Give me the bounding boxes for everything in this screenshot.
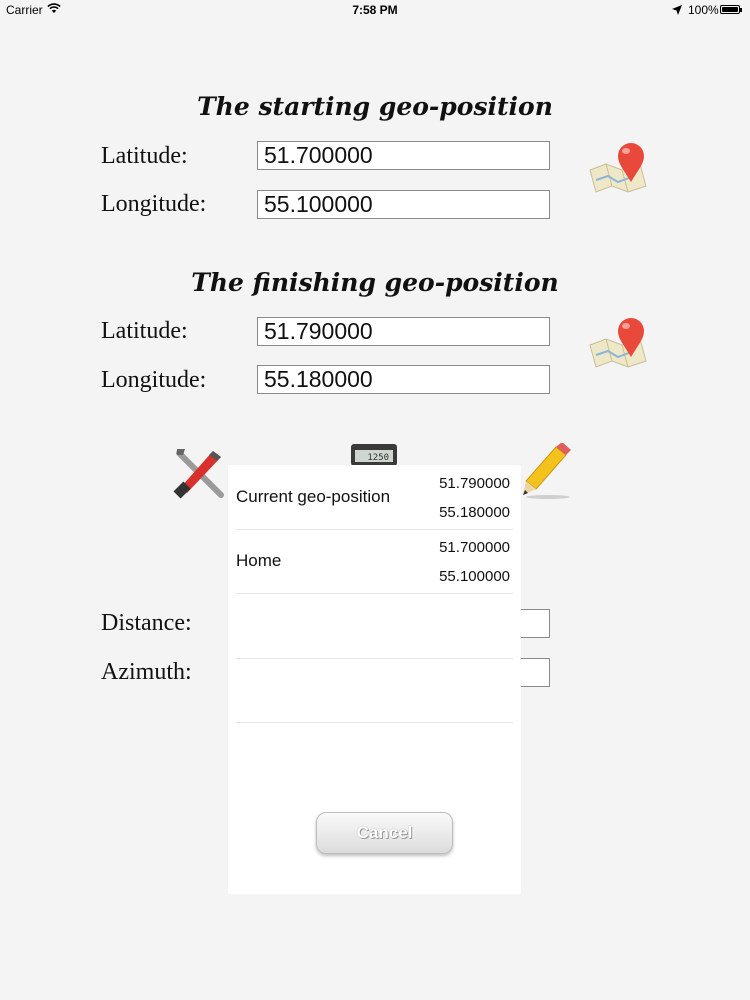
saved-locations-popover [228,465,521,894]
cancel-button[interactable]: Cancel [316,812,453,854]
location-row-current[interactable] [236,465,513,530]
finish-longitude-input[interactable] [257,365,550,394]
status-time: 7:58 PM [352,3,398,17]
location-name: Current geo-position [236,487,391,506]
calculator-display: 1250 [367,453,389,463]
status-bar [0,0,750,22]
finish-latitude-label: Latitude: [101,318,188,344]
finishing-position-title: The finishing geo-position [191,268,559,297]
start-longitude-label: Longitude: [101,191,207,217]
starting-position-title: The starting geo-position [197,92,553,121]
battery-icon [720,5,740,14]
location-row-home[interactable] [236,529,513,594]
location-longitude: 55.180000 [439,504,510,521]
start-map-pin-icon[interactable] [588,140,650,198]
finish-latitude-input[interactable] [257,317,550,346]
distance-label: Distance: [101,610,192,636]
location-name: Home [236,551,282,570]
azimuth-label: Azimuth: [101,659,192,685]
empty-row [236,594,513,659]
pencil-icon[interactable] [520,443,572,506]
finish-longitude-label: Longitude: [101,367,207,393]
carrier-label: Carrier [6,3,43,17]
battery-percentage: 100% [688,3,719,17]
location-latitude: 51.790000 [439,475,510,492]
empty-row [236,658,513,723]
start-longitude-input[interactable] [257,190,550,219]
location-longitude: 55.100000 [439,568,510,585]
start-latitude-input[interactable] [257,141,550,170]
finish-map-pin-icon[interactable] [588,315,650,373]
start-latitude-label: Latitude: [101,143,188,169]
tools-icon[interactable] [173,447,229,506]
location-arrow-icon [672,4,682,18]
location-latitude: 51.700000 [439,539,510,556]
